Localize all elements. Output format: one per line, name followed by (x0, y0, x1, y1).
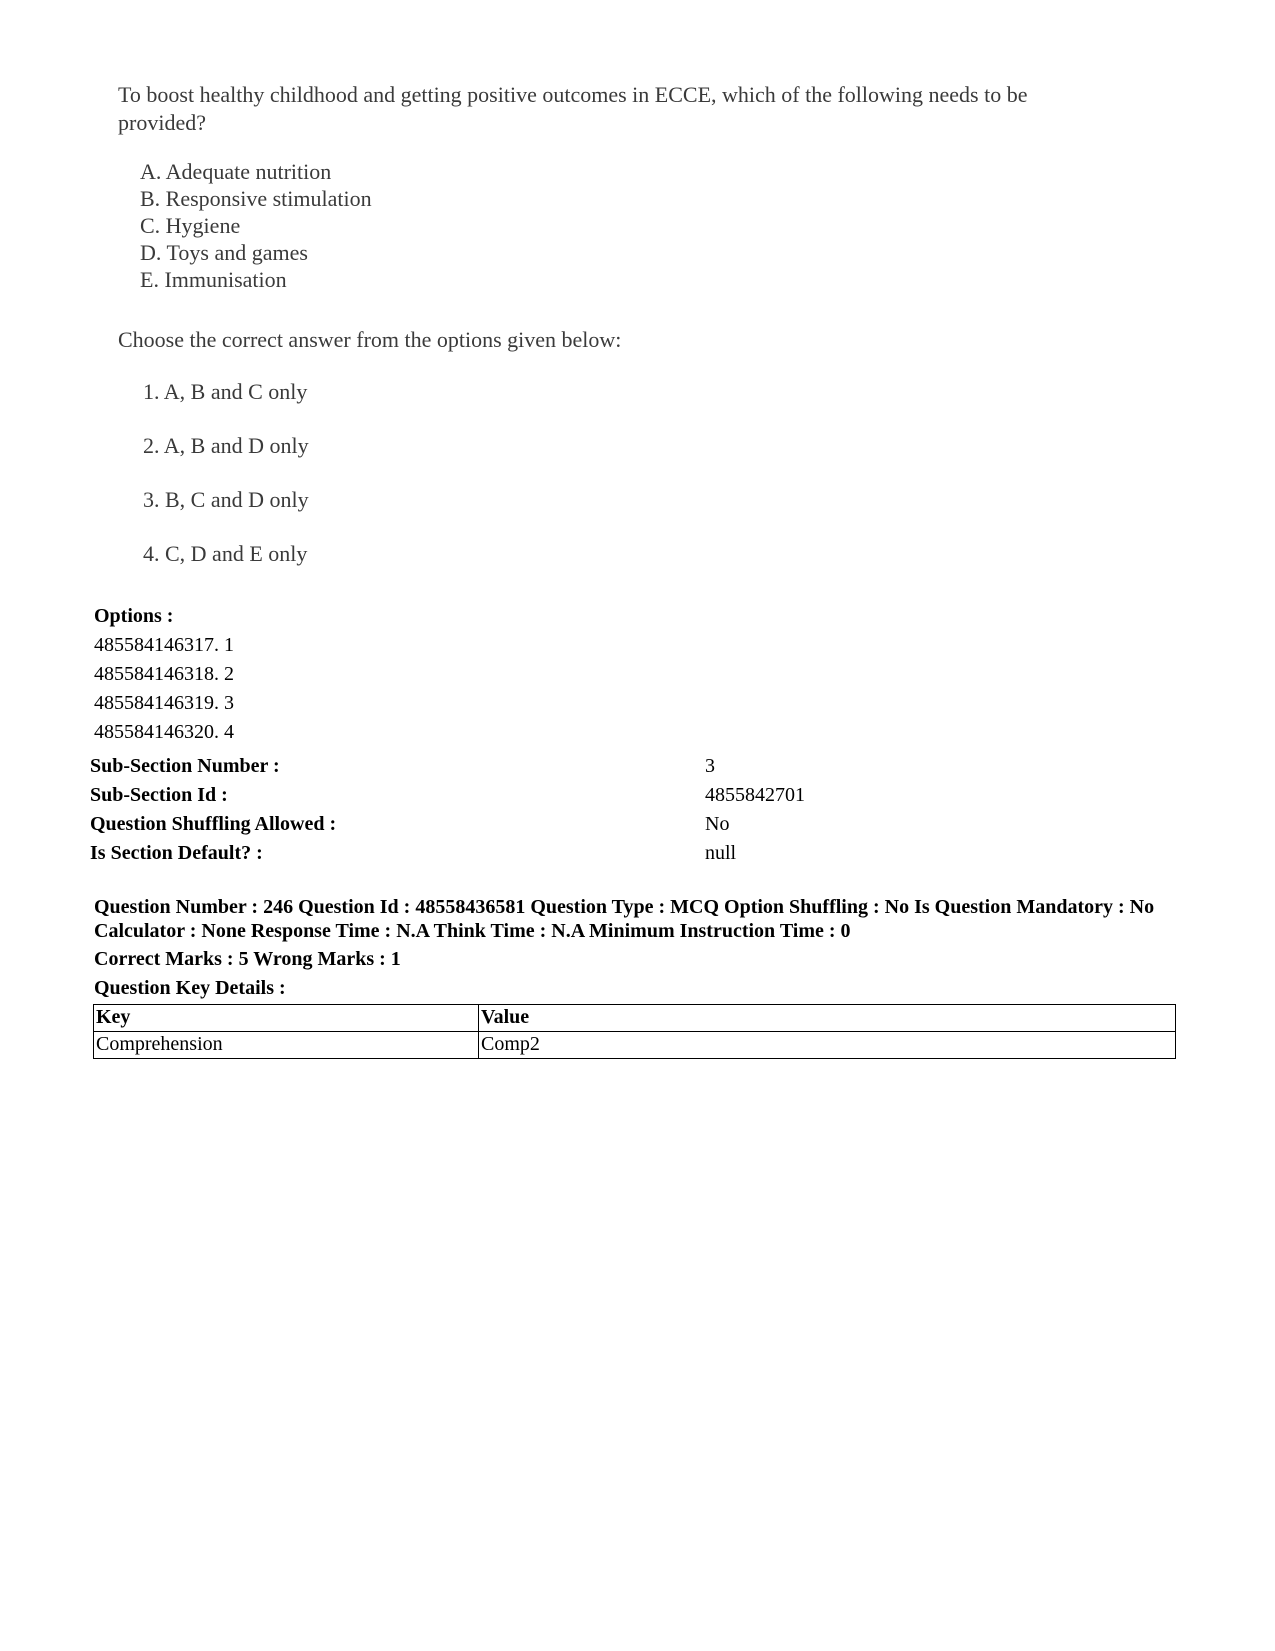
question-meta: Question Number : 246 Question Id : 48558436581 Question Type : MCQ Option Shuffling : No Is Question Mandatory : No Calculator : None Response Time : N.A Think Time : N.A Minimum Instruction Time : 0 (94, 896, 1155, 942)
table-cell-key: Comprehension (94, 1032, 479, 1059)
subsection-label: Sub-Section Number : (90, 755, 280, 777)
subsection-value: null (705, 842, 737, 864)
choice-item: 3. B, C and D only (143, 487, 309, 512)
options-block (94, 602, 234, 747)
statement-item: A. Adequate nutrition (140, 159, 332, 184)
marks-line: Correct Marks : 5 Wrong Marks : 1 (94, 948, 401, 970)
choice-item: 2. A, B and D only (143, 433, 309, 458)
subsection-label: Sub-Section Id : (90, 784, 228, 806)
table-header-key: Key (94, 1005, 479, 1032)
question-instruction: Choose the correct answer from the options given below: (118, 327, 622, 352)
choice-list (143, 378, 309, 594)
subsection-info (90, 752, 1150, 868)
statement-item: C. Hygiene (140, 213, 241, 238)
choice-item: 4. C, D and E only (143, 541, 308, 566)
key-details-table (93, 1004, 1176, 1059)
subsection-row (90, 839, 1150, 868)
key-details-label: Question Key Details : (94, 977, 286, 999)
subsection-value: 4855842701 (705, 784, 805, 806)
statement-item: D. Toys and games (140, 240, 308, 265)
option-item: 485584146319. 3 (94, 692, 234, 714)
subsection-row (90, 781, 1150, 810)
statement-item: E. Immunisation (140, 267, 287, 292)
table-header-value: Value (479, 1005, 1176, 1032)
statement-list (140, 158, 372, 293)
subsection-row (90, 810, 1150, 839)
subsection-value: 3 (705, 755, 715, 777)
question-image (110, 78, 1130, 578)
option-item: 485584146318. 2 (94, 663, 234, 685)
table-header-row (94, 1005, 1176, 1032)
subsection-row (90, 752, 1150, 781)
table-row (94, 1032, 1176, 1059)
table-cell-value: Comp2 (479, 1032, 1176, 1059)
subsection-value: No (705, 813, 730, 835)
subsection-label: Question Shuffling Allowed : (90, 813, 337, 835)
options-label: Options : (94, 605, 174, 627)
option-item: 485584146317. 1 (94, 634, 234, 656)
statement-item: B. Responsive stimulation (140, 186, 372, 211)
question-stem: To boost healthy childhood and getting positive outcomes in ECCE, which of the following needs to be provided? (118, 82, 1028, 135)
option-item: 485584146320. 4 (94, 721, 234, 743)
choice-item: 1. A, B and C only (143, 379, 308, 404)
subsection-label: Is Section Default? : (90, 842, 263, 864)
